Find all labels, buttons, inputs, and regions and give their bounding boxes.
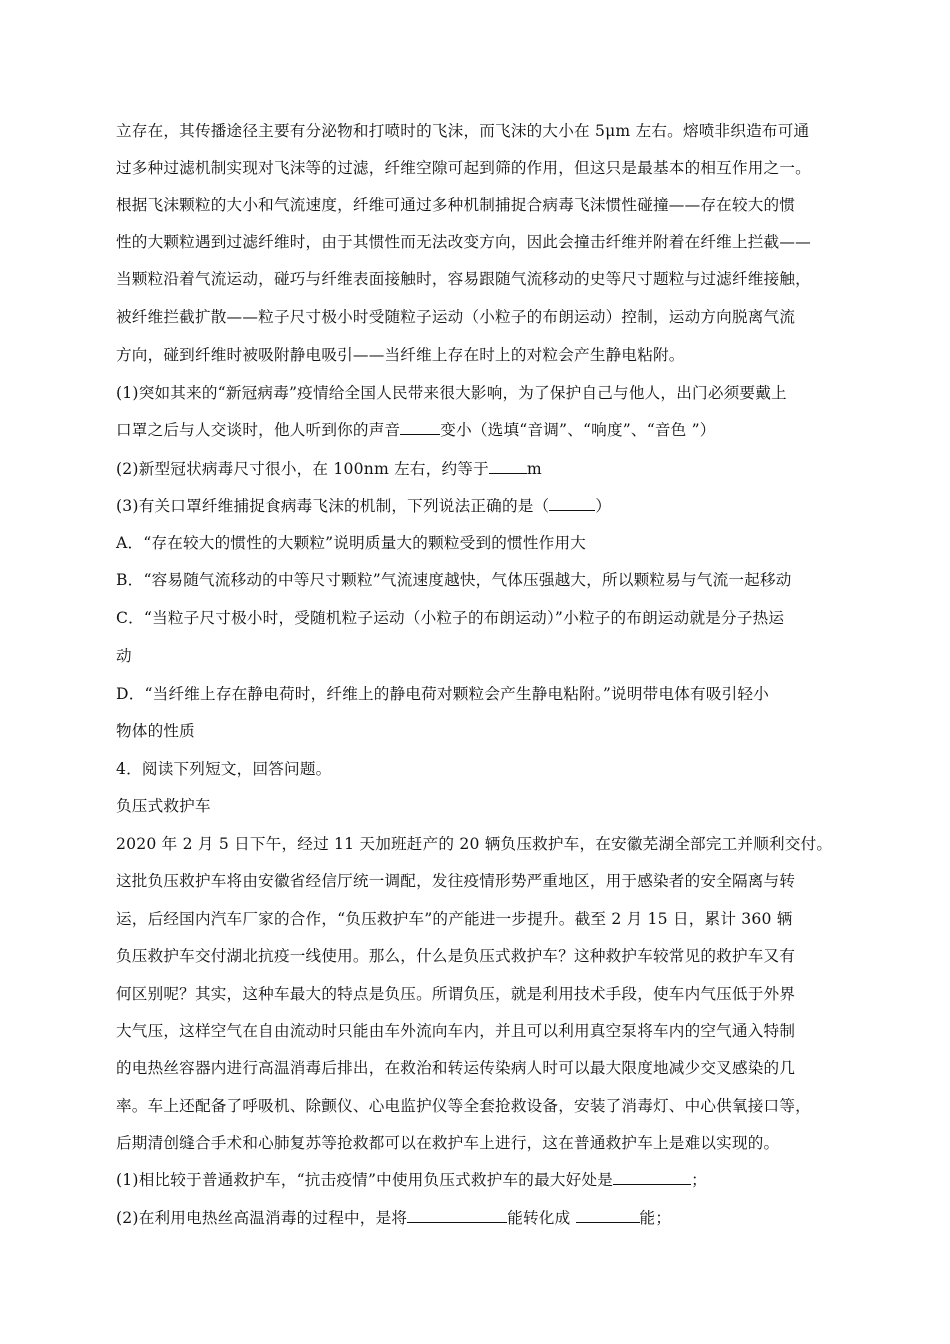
option-b: B．“容易随气流移动的中等尺寸颗粒”气流速度越快，气体压强越大，所以颗粒易与气流一起移动 <box>116 571 792 589</box>
passage-line: 立存在，其传播途径主要有分泌物和打喷时的飞沫，而飞沫的大小在 5μm 左右。熔喷非织造布可通 <box>116 122 810 140</box>
q4-part2-line <box>116 1207 846 1229</box>
q4-passage-line: 率。车上还配备了呼吸机、除颤仪、心电监护仪等全套抢救设备，安装了消毒灯、中心供氧接口等， <box>116 1097 811 1115</box>
option-c-line1: C．“当粒子尺寸极小时，受随机粒子运动（小粒子的布朗运动）”小粒子的布朗运动就是分子热运 <box>116 609 785 627</box>
q4-passage-line: 负压救护车交付湖北抗疫一线使用。那么，什么是负压式救护车？这种救护车较常见的救护车又有 <box>116 947 796 965</box>
passage-line: 性的大颗粒遇到过滤纤维时，由于其惯性而无法改变方向，因此会撞击纤维并附着在纤维上拦截—— <box>116 233 811 251</box>
q4-passage-line: 后期清创缝合手术和心肺复苏等抢救都可以在救护车上进行，这在普通救护车上是难以实现的。 <box>116 1134 780 1152</box>
answer-blank[interactable] <box>489 458 527 474</box>
q3-part1-text-before: 口罩之后与人交谈时，他人听到你的声音 <box>116 421 401 439</box>
q4-part2-text-mid: 能转化成 <box>507 1209 571 1227</box>
q3-part2-line <box>116 458 846 480</box>
q3-part1-text-after: 变小（选填“音调”、“响度”、“音色 ”） <box>440 421 716 439</box>
option-d-line2: 物体的性质 <box>116 722 195 740</box>
passage-line: 当颗粒沿着气流运动，碰巧与纤维表面接触时，容易跟随气流移动的史等尺寸题粒与过滤纤维接触， <box>116 270 811 288</box>
answer-blank[interactable] <box>407 1207 507 1223</box>
answer-blank[interactable] <box>400 419 440 435</box>
q3-part2-text-before: (2)新型冠状病毒尺寸很小，在 100nm 左右，约等于 <box>116 460 489 478</box>
answer-blank[interactable] <box>613 1169 691 1185</box>
q4-part1-text-before: (1)相比较于普通救护车，“抗击疫情”中使用负压式救护车的最大好处是 <box>116 1171 614 1189</box>
option-c-line2: 动 <box>116 647 132 665</box>
option-a: A．“存在较大的惯性的大颗粒”说明质量大的颗粒受到的惯性作用大 <box>116 534 587 552</box>
q4-passage-line: 2020 年 2 月 5 日下午，经过 11 天加班赶产的 20 辆负压救护车，在安徽芜湖全部完工并顺利交付。 <box>116 835 833 853</box>
q3-part3-line <box>116 495 846 517</box>
answer-blank[interactable] <box>549 495 595 511</box>
passage-line: 过多种过滤机制实现对飞沫等的过滤，纤维空隙可起到筛的作用，但这只是最基本的相互作用之一。 <box>116 159 811 177</box>
q4-part2-text-after: 能； <box>639 1209 672 1227</box>
q4-passage-line: 的电热丝容器内进行高温消毒后排出，在救治和转运传染病人时可以最大限度地减少交叉感染的几 <box>116 1059 796 1077</box>
q3-part3-text-after: ） <box>595 497 612 515</box>
option-d-line1: D．“当纤维上存在静电荷时，纤维上的静电荷对颗粒会产生静电粘附。”说明带电体有吸引轻小 <box>116 685 769 703</box>
q3-part1-line2 <box>116 419 846 441</box>
q4-passage-line: 运，后经国内汽车厂家的合作，“负压救护车”的产能进一步提升。截至 2 月 15 日，累计 360 辆 <box>116 910 793 928</box>
passage-line: 根据飞沫颗粒的大小和气流速度，纤维可通过多种机制捕捉合病毒飞沫惯性碰撞——存在较大的惯 <box>116 196 796 214</box>
q4-part2-text-before: (2)在利用电热丝高温消毒的过程中，是将 <box>116 1209 408 1227</box>
q4-header: 4．阅读下列短文，回答问题。 <box>116 760 332 778</box>
passage-line: 被纤维拦截扩散——粒子尺寸极小时受随粒子运动（小粒子的布朗运动）控制，运动方向脱离气流 <box>116 308 796 326</box>
q4-part1-text-after: ； <box>691 1171 707 1189</box>
q4-passage-line: 大气压，这样空气在自由流动时只能由车外流向车内，并且可以利用真空泵将车内的空气通入特制 <box>116 1022 796 1040</box>
q3-part3-text-before: (3)有关口罩纤维捕捉食病毒飞沫的机制，下列说法正确的是（ <box>116 497 550 515</box>
q4-passage-line: 这批负压救护车将由安徽省经信厅统一调配，发往疫情形势严重地区，用于感染者的安全隔离与转 <box>116 872 796 890</box>
answer-blank[interactable] <box>576 1207 640 1223</box>
q4-passage-line: 何区别呢？其实，这种车最大的特点是负压。所谓负压，就是利用技术手段，使车内气压低于外界 <box>116 985 796 1003</box>
q3-part1-line1: (1)突如其来的“新冠病毒”疫情给全国人民带来很大影响，为了保护自己与他人，出门必须要戴上 <box>116 384 787 402</box>
passage-line: 方向，碰到纤维时被吸附静电吸引——当纤维上存在时上的对粒会产生静电粘附。 <box>116 346 685 364</box>
q4-article-title: 负压式救护车 <box>116 797 211 815</box>
q4-part1-line <box>116 1169 846 1191</box>
q3-part2-unit: m <box>526 460 542 478</box>
